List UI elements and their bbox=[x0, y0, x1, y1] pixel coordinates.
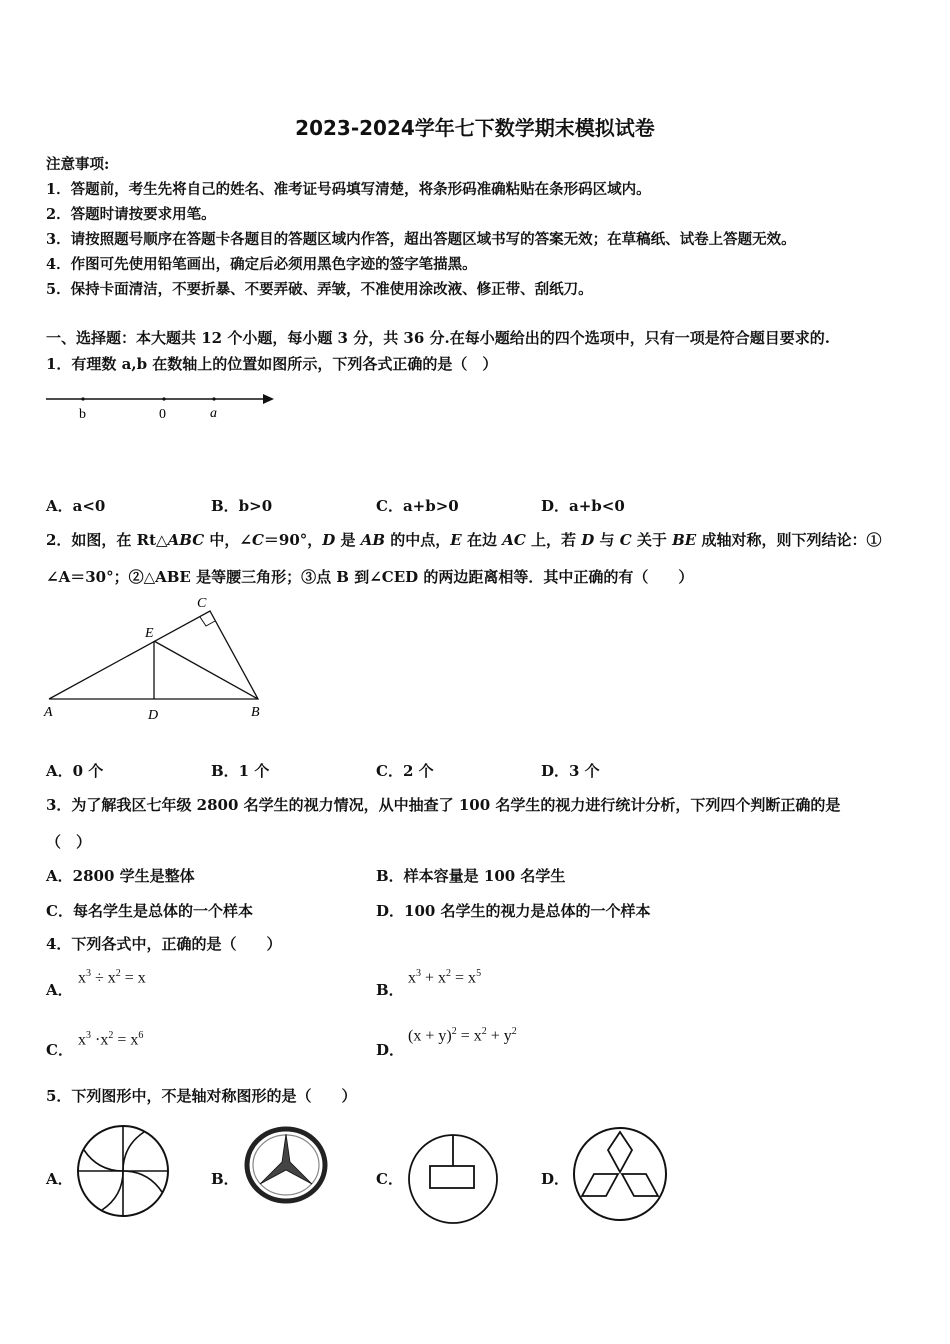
q4-option-d-letter: D． bbox=[376, 1041, 405, 1059]
point-a-mark bbox=[212, 397, 215, 400]
three-diamonds-figure bbox=[572, 1126, 670, 1224]
section-heading: 一、选择题：本大题共 12 个小题，每小题 3 分，共 36 分.在每小题给出的四个选项中，只有一项是符合题目要求的. bbox=[46, 329, 830, 347]
q3-option-d: D．100 名学生的视力是总体的一个样本 bbox=[376, 902, 651, 920]
q5-option-a-letter: A． bbox=[46, 1170, 73, 1188]
label-e: E bbox=[145, 626, 154, 641]
label-c: C bbox=[197, 596, 207, 611]
q2-option-d: D．3 个 bbox=[541, 762, 600, 780]
q3-option-b: B．样本容量是 100 名学生 bbox=[376, 867, 566, 885]
point-b-mark bbox=[81, 397, 84, 400]
q1-number-line-figure bbox=[44, 388, 284, 428]
q4-formula-b: $x^3 + x^2 = x^5$ bbox=[408, 968, 482, 987]
q2-stem-line2: ∠A＝30°；②△ABE 是等腰三角形；③点 B 到∠CED 的两边距离相等．其中正确的有（ ） bbox=[46, 568, 694, 586]
note-item-1: 1．答题前，考生先将自己的姓名、准考证号码填写清楚，将条形码准确粘贴在条形码区域内。 bbox=[46, 181, 651, 198]
q1-option-b: B．b>0 bbox=[211, 497, 273, 515]
three-pointed-star-figure bbox=[244, 1126, 330, 1206]
q3-option-c: C．每名学生是总体的一个样本 bbox=[46, 902, 253, 920]
q2-option-a: A．0 个 bbox=[46, 762, 104, 780]
q4-formula-c: $x^3 \cdot x^2 = x^6$ bbox=[78, 1030, 144, 1049]
label-zero: 0 bbox=[159, 407, 166, 422]
q2-stem: 2．如图，在 Rt△ABC 中，∠C＝90°，D 是 AB 的中点，E 在边 AC 上，若 D 与 C 关于 BE 成轴对称，则下列结论：① bbox=[46, 531, 882, 549]
q2-option-c: C．2 个 bbox=[376, 762, 434, 780]
q1-stem: 1．有理数 a,b 在数轴上的位置如图所示，下列各式正确的是（ ） bbox=[46, 355, 498, 373]
q3-option-a: A．2800 学生是整体 bbox=[46, 867, 195, 885]
q1-option-c: C．a+b>0 bbox=[376, 497, 459, 515]
label-b: B bbox=[251, 705, 260, 720]
label-a: A bbox=[44, 705, 53, 720]
note-item-4: 4．作图可先使用铅笔画出，确定后必须用黑色字迹的签字笔描黑。 bbox=[46, 256, 477, 273]
pinwheel-figure bbox=[76, 1124, 172, 1220]
notes-heading: 注意事项: bbox=[46, 156, 110, 173]
q2-triangle-figure bbox=[44, 592, 274, 727]
note-item-5: 5．保持卡面清洁，不要折暴、不要弄破、弄皱，不准使用涂改液、修正带、刮纸刀。 bbox=[46, 281, 593, 298]
q1-option-a: A．a<0 bbox=[46, 497, 106, 515]
q5-option-d-letter: D． bbox=[541, 1170, 570, 1188]
q4-option-b-letter: B． bbox=[376, 981, 404, 999]
q4-formula-d: $(x + y)^2 = x^2 + y^2$ bbox=[408, 1026, 517, 1045]
q2-option-b: B．1 个 bbox=[211, 762, 270, 780]
right-angle-mark bbox=[200, 617, 215, 626]
q4-stem: 4．下列各式中，正确的是（ ） bbox=[46, 935, 282, 953]
q5-stem: 5．下列图形中，不是轴对称图形的是（ ） bbox=[46, 1087, 357, 1105]
q5-option-b-letter: B． bbox=[211, 1170, 239, 1188]
note-item-3: 3．请按照题号顺序在答题卡各题目的答题区域内作答，超出答题区域书写的答案无效；在草稿纸、试卷上答题无效。 bbox=[46, 231, 796, 248]
q1-option-d: D．a+b<0 bbox=[541, 497, 625, 515]
q3-stem: 3．为了解我区七年级 2800 名学生的视力情况，从中抽查了 100 名学生的视力进行统计分析，下列四个判断正确的是 bbox=[46, 796, 841, 814]
point-zero-mark bbox=[162, 397, 165, 400]
q4-option-c-letter: C． bbox=[46, 1041, 73, 1059]
note-item-2: 2．答题时请按要求用笔。 bbox=[46, 206, 216, 223]
q4-formula-a: $x^3 \div x^2 = x$ bbox=[78, 968, 146, 987]
label-b: b bbox=[79, 407, 86, 422]
q4-option-a-letter: A． bbox=[46, 981, 73, 999]
label-d: D bbox=[148, 708, 159, 723]
q5-option-c-letter: C． bbox=[376, 1170, 403, 1188]
circle-rectangle-figure bbox=[406, 1132, 500, 1226]
label-a: a bbox=[210, 406, 217, 421]
page-title: 2023-2024学年七下数学期末模拟试卷 bbox=[295, 116, 655, 140]
number-line-arrow bbox=[263, 394, 274, 404]
q3-stem-line2: （ ） bbox=[46, 833, 92, 851]
